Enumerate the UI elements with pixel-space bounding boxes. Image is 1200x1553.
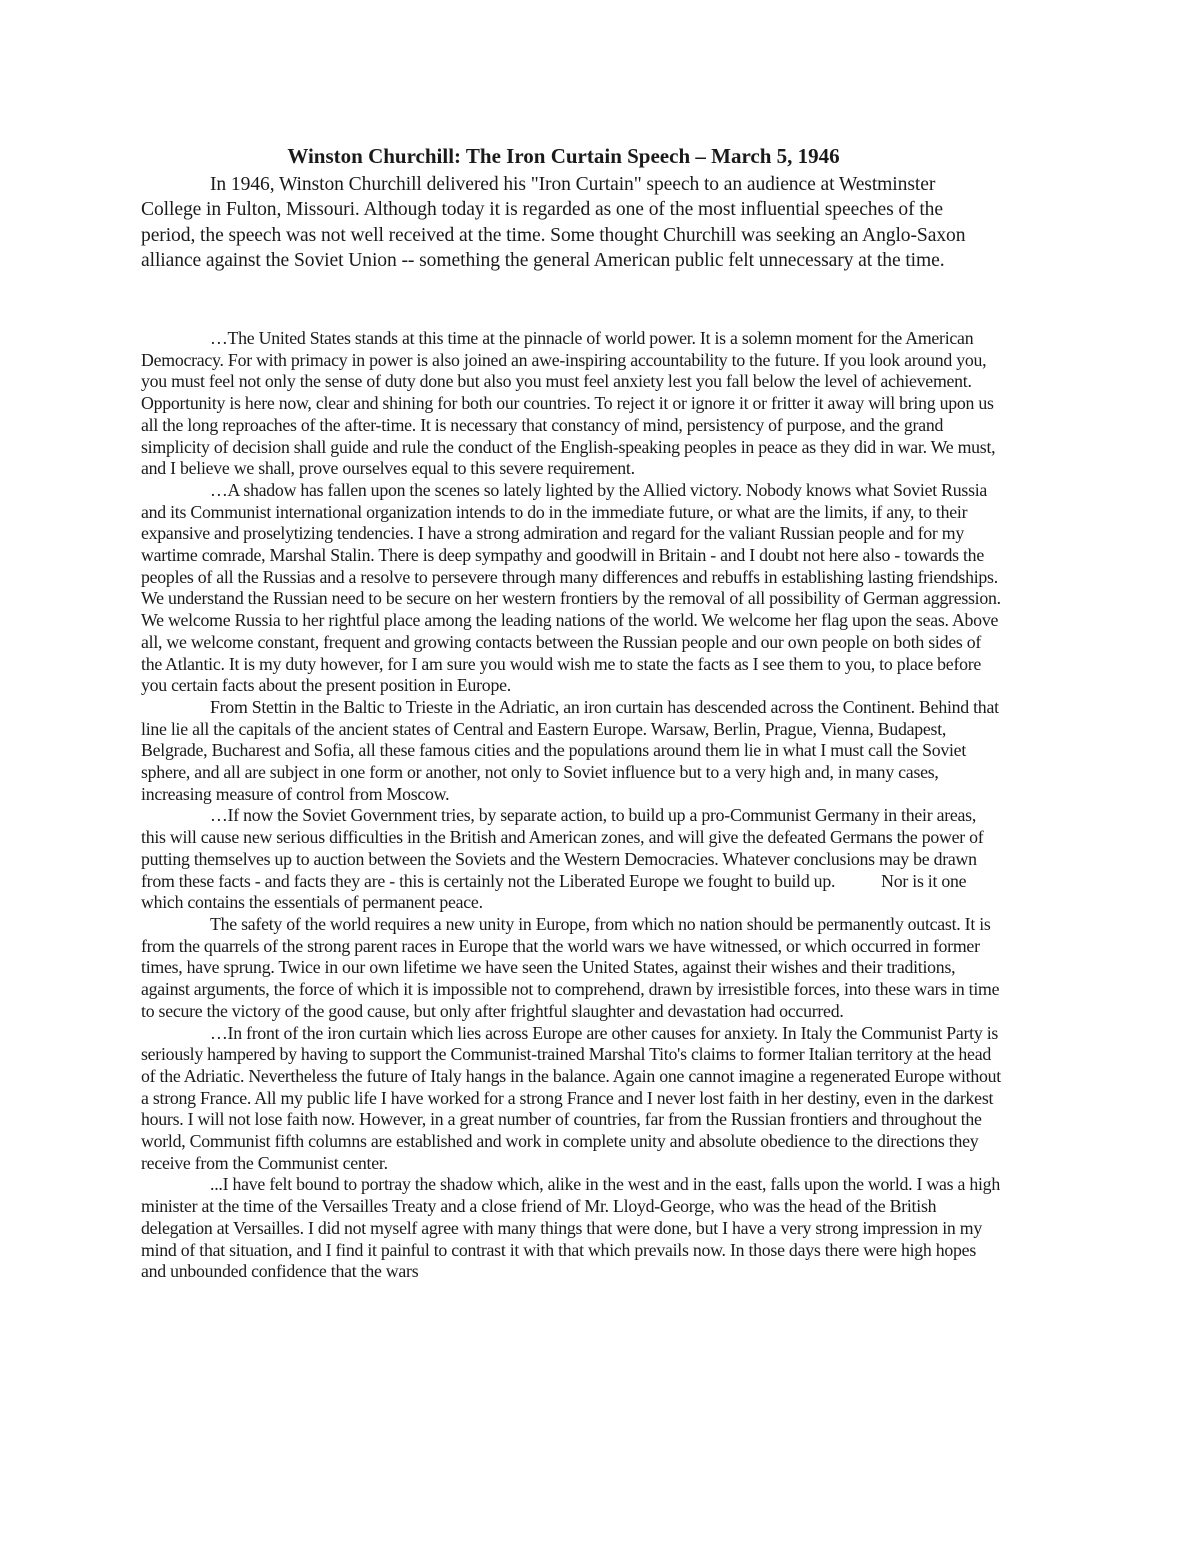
speech-paragraph-continuation: Nor is it one which contains the essentials of permanent peace. (141, 870, 967, 913)
speech-excerpt (141, 328, 1001, 1283)
speech-paragraph: …In front of the iron curtain which lies across Europe are other causes for anxiety. In Italy the Communist Party is seriously hampered by having to support the Communist-trained Marshal Tito's claims to former Italian territory at the head of the Adriatic. Nevertheless the future of Italy hangs in the balance. Again one cannot imagine a regenerated Europe without a strong France. All my public life I have worked for a strong France and I never lost faith in her destiny, even in the darkest hours. I will not lose faith now. However, in a great number of countries, far from the Russian frontiers and throughout the world, Communist fifth columns are established and work in complete unity and absolute obedience to the directions they receive from the Communist center. (141, 1022, 1001, 1173)
document-title: Winston Churchill: The Iron Curtain Speech – March 5, 1946 (287, 144, 840, 168)
speech-paragraph (141, 805, 1001, 914)
speech-paragraph-text: …If now the Soviet Government tries, by separate action, to build up a pro-Communist Germany in their areas, this will cause new serious difficulties in the British and American zones, and will give the defeated Germans the power of putting themselves up to auction between the Soviets and the Western Democracies. Whatever conclusions may be drawn from these facts - and facts they are - this is certainly not the Liberated Europe we fought to build up. (141, 805, 984, 891)
intro-paragraph: In 1946, Winston Churchill delivered his "Iron Curtain" speech to an audience at Westminster College in Fulton, Missouri. Although today it is regarded as one of the most influential speeches of the period, the speech was not well received at the time. Some thought Churchill was seeking an Anglo-Saxon alliance against the Soviet Union -- something the general American public felt unnecessary at the time. (141, 174, 966, 272)
speech-paragraph: The safety of the world requires a new unity in Europe, from which no nation should be permanently outcast. It is from the quarrels of the strong parent races in Europe that the world wars we have witnessed, or which occurred in former times, have sprung. Twice in our own lifetime we have seen the United States, against their wishes and their traditions, against arguments, the force of which it is impossible not to comprehend, drawn by irresistible forces, into these wars in time to secure the victory of the good cause, but only after frightful slaughter and devastation had occurred. (141, 913, 1000, 1021)
speech-paragraph: …The United States stands at this time at the pinnacle of world power. It is a solemn moment for the American Democracy. For with primacy in power is also joined an awe-inspiring accountability to the future. If you look around you, you must feel not only the sense of duty done but also you must feel anxiety lest you fall below the level of achievement. Opportunity is here now, clear and shining for both our countries. To reject it or ignore it or fritter it away will bring upon us all the long reproaches of the after-time. It is necessary that constancy of mind, persistency of purpose, and the grand simplicity of decision shall guide and rule the conduct of the English-speaking peoples in peace as they did in war. We must, and I believe we shall, prove ourselves equal to this severe requirement. (141, 328, 996, 479)
speech-paragraph: ...I have felt bound to portray the shadow which, alike in the west and in the east, falls upon the world. I was a high minister at the time of the Versailles Treaty and a close friend of Mr. Lloyd-George, who was the head of the British delegation at Versailles. I did not myself agree with many things that were done, but I have a very strong impression in my mind of that situation, and I find it painful to contrast it with that which prevails now. In those days there were high hopes and unbounded confidence that the wars (141, 1174, 1000, 1282)
speech-paragraph: From Stettin in the Baltic to Trieste in the Adriatic, an iron curtain has descended across the Continent. Behind that line lie all the capitals of the ancient states of Central and Eastern Europe. Warsaw, Berlin, Prague, Vienna, Budapest, Belgrade, Bucharest and Sofia, all these famous cities and the populations around them lie in what I must call the Soviet sphere, and all are subject in one form or another, not only to Soviet influence but to a very high and, in many cases, increasing measure of control from Moscow. (141, 696, 999, 804)
speech-paragraph: …A shadow has fallen upon the scenes so lately lighted by the Allied victory. Nobody knows what Soviet Russia and its Communist international organization intends to do in the immediate future, or what are the limits, if any, to their expansive and proselytizing tendencies. I have a strong admiration and regard for the valiant Russian people and for my wartime comrade, Marshal Stalin. There is deep sympathy and goodwill in Britain - and I doubt not here also - towards the peoples of all the Russias and a resolve to persevere through many differences and rebuffs in establishing lasting friendships. We understand the Russian need to be secure on her western frontiers by the removal of all possibility of German aggression. We welcome Russia to her rightful place among the leading nations of the world. We welcome her flag upon the seas. Above all, we welcome constant, frequent and growing contacts between the Russian people and our own people on both sides of the Atlantic. It is my duty however, for I am sure you would wish me to state the facts as I see them to you, to place before you certain facts about the present position in Europe. (141, 479, 1001, 696)
